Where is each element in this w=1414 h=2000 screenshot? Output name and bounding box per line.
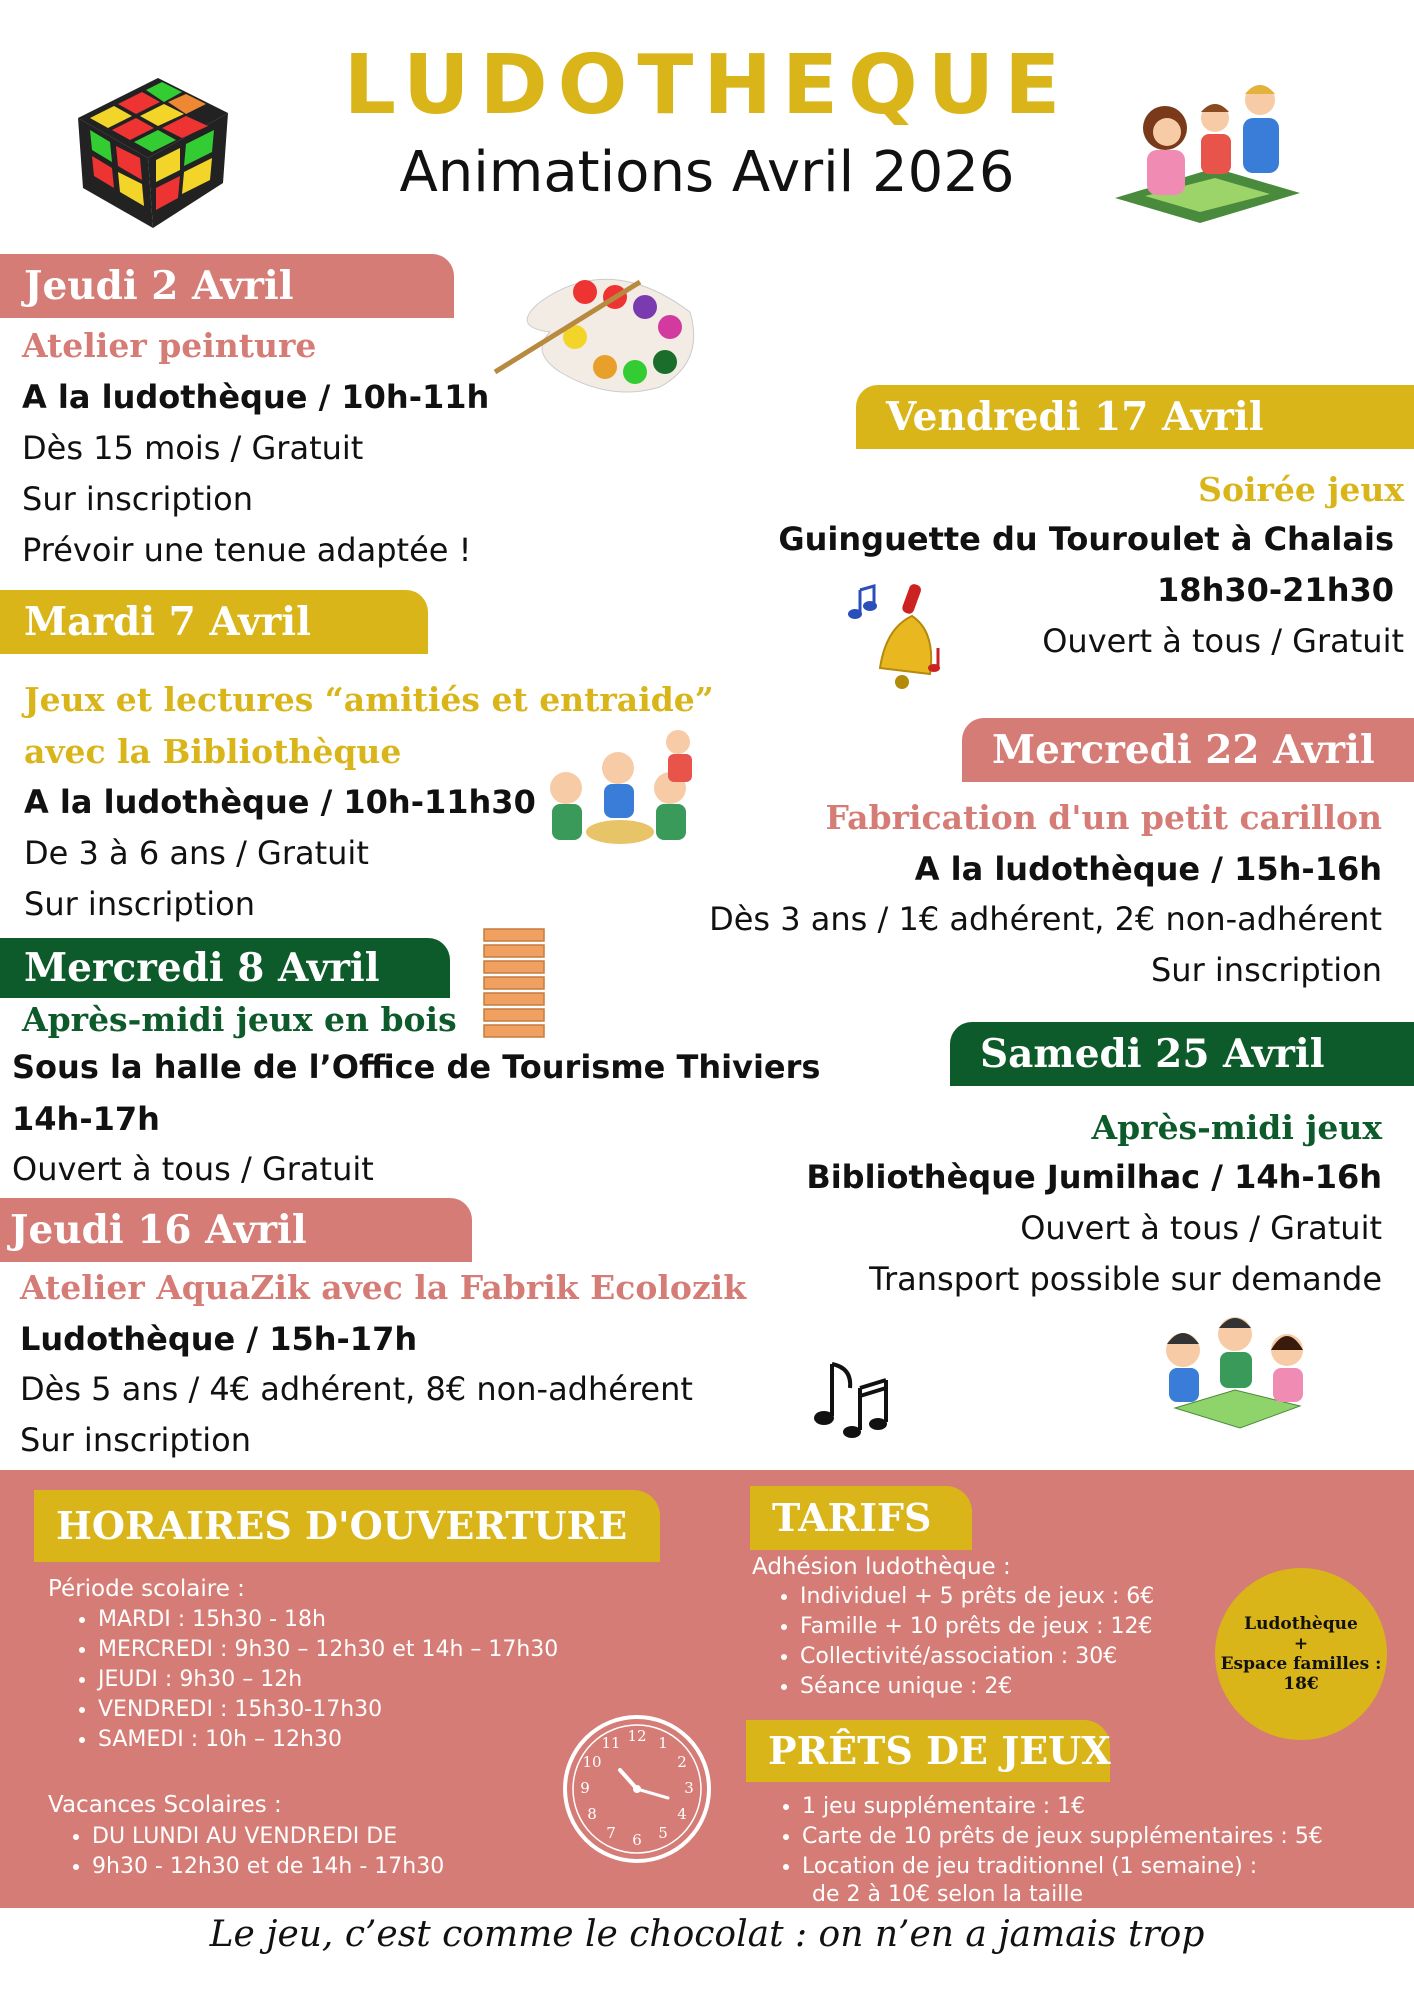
clock-number: 8 [587,1805,597,1823]
bell-music-icon [840,578,950,698]
pret-item: • 1 jeu supplémentaire : 1€ [802,1792,1323,1822]
event-name: Soirée jeux [1198,470,1404,509]
family-boardgame-illustration-icon [1105,78,1305,226]
horaire-item: • SAMEDI : 10h – 12h30 [98,1725,558,1755]
kids-playing-illustration-icon [538,728,708,856]
event-detail: Sous la halle de l’Office de Tourisme Thiviers [12,1048,821,1086]
horaire-item: • JEUDI : 9h30 – 12h [98,1665,558,1695]
clock-icon [560,1712,714,1866]
vacances-scolaires-label: Vacances Scolaires : [48,1792,282,1818]
page-subtitle: Animations Avril 2026 [399,140,1015,205]
event-name-continued: avec la Bibliothèque [24,732,402,771]
clock-number: 4 [677,1805,687,1823]
event-date-mercredi-8-avril: Mercredi 8 Avril [0,938,450,998]
event-name: Atelier AquaZik avec la Fabrik Ecolozik [20,1268,747,1307]
event-detail: A la ludothèque / 10h-11h30 [24,783,536,821]
event-name: Après-midi jeux [1091,1108,1382,1147]
clock-number: 5 [658,1824,668,1842]
event-detail: 14h-17h [12,1100,160,1138]
horaire-item: • VENDREDI : 15h30-17h30 [98,1695,558,1725]
adhesion-label: Adhésion ludothèque : [752,1554,1011,1580]
prets-continuation: de 2 à 10€ selon la taille [812,1882,1084,1907]
horaire-item: • MARDI : 15h30 - 18h [98,1605,558,1635]
event-detail: Guinguette du Touroulet à Chalais [778,520,1394,558]
title-text: LUDOTHEQUE [343,38,1071,133]
clock-number: 1 [658,1734,668,1752]
horaire-item: • DU LUNDI AU VENDREDI DE [92,1822,444,1852]
event-date-samedi-25-avril: Samedi 25 Avril [950,1022,1414,1086]
event-detail: Sur inscription [1150,951,1382,989]
jenga-tower-icon [478,925,550,1043]
event-detail: Dès 5 ans / 4€ adhérent, 8€ non-adhérent [20,1370,693,1408]
event-detail: Sur inscription [20,1421,252,1459]
horaires-scolaire-list [50,1605,558,1755]
footer-quote: Le jeu, c’est comme le chocolat : on n’en a jamais trop [209,1914,1205,1955]
badge-line: Ludothèque [1244,1614,1358,1634]
tarifs-list [752,1582,1154,1702]
music-notes-icon [812,1354,896,1446]
event-detail: 18h30-21h30 [1157,571,1394,609]
clock-number: 10 [582,1753,602,1771]
event-detail: De 3 à 6 ans / Gratuit [24,834,369,872]
event-name: Atelier peinture [22,326,317,365]
clock-number: 12 [627,1727,647,1745]
event-date-jeudi-16-avril: Jeudi 16 Avril [0,1198,472,1262]
badge-line: Espace familles : [1220,1654,1382,1674]
event-detail: Ouvert à tous / Gratuit [1042,622,1404,660]
event-detail: Bibliothèque Jumilhac / 14h-16h [806,1158,1382,1196]
paint-palette-icon [490,262,705,402]
clock-number: 6 [632,1831,642,1849]
horaire-item: • MERCREDI : 9h30 – 12h30 et 14h – 17h30 [98,1635,558,1665]
espace-familles-badge [1215,1568,1387,1740]
prets-title: PRÊTS DE JEUX [746,1720,1110,1782]
tarif-item: • Famille + 10 prêts de jeux : 12€ [800,1612,1154,1642]
event-name: Jeux et lectures “amitiés et entraide” [24,680,714,719]
clock-number: 9 [580,1779,590,1797]
event-detail: A la ludothèque / 15h-16h [914,850,1382,888]
event-detail: Sur inscription [24,885,256,923]
horaires-vacances-list [44,1822,444,1882]
kids-boardgame-illustration-icon [1155,1310,1317,1432]
tarifs-title: TARIFS [750,1486,972,1550]
badge-line: + [1293,1634,1309,1654]
tarif-item: • Collectivité/association : 30€ [800,1642,1154,1672]
event-detail: A la ludothèque / 10h-11h [22,378,490,416]
clock-number: 2 [677,1753,687,1771]
event-detail: Ludothèque / 15h-17h [20,1320,418,1358]
event-detail: Ouvert à tous / Gratuit [1020,1209,1382,1247]
event-date-vendredi-17-avril: Vendredi 17 Avril [856,385,1414,449]
tarif-item: • Individuel + 5 prêts de jeux : 6€ [800,1582,1154,1612]
tarif-item: • Séance unique : 2€ [800,1672,1154,1702]
periode-scolaire-label: Période scolaire : [48,1576,245,1602]
event-detail: Dès 3 ans / 1€ adhérent, 2€ non-adhérent [709,900,1382,938]
horaires-title: HORAIRES D'OUVERTURE [34,1490,660,1562]
pret-item: • Location de jeu traditionnel (1 semaine) : [802,1852,1323,1882]
badge-line: 18€ [1283,1674,1319,1694]
event-date-mercredi-22-avril: Mercredi 22 Avril [962,718,1414,782]
prets-list [754,1792,1323,1882]
event-detail: Transport possible sur demande [869,1260,1382,1298]
clock-number: 3 [684,1779,694,1797]
event-detail: Prévoir une tenue adaptée ! [22,531,472,569]
horaire-item: • 9h30 - 12h30 et de 14h - 17h30 [92,1852,444,1882]
event-detail: Dès 15 mois / Gratuit [22,429,364,467]
event-name: Après-midi jeux en bois [22,1000,457,1039]
event-detail: Sur inscription [22,480,254,518]
event-name: Fabrication d'un petit carillon [825,798,1382,837]
clock-number: 11 [601,1734,621,1752]
pret-item: • Carte de 10 prêts de jeux supplémentaires : 5€ [802,1822,1323,1852]
clock-number: 7 [606,1824,616,1842]
event-detail: Ouvert à tous / Gratuit [12,1150,374,1188]
event-date-mardi-7-avril: Mardi 7 Avril [0,590,428,654]
event-date-jeudi-2-avril: Jeudi 2 Avril [0,254,454,318]
